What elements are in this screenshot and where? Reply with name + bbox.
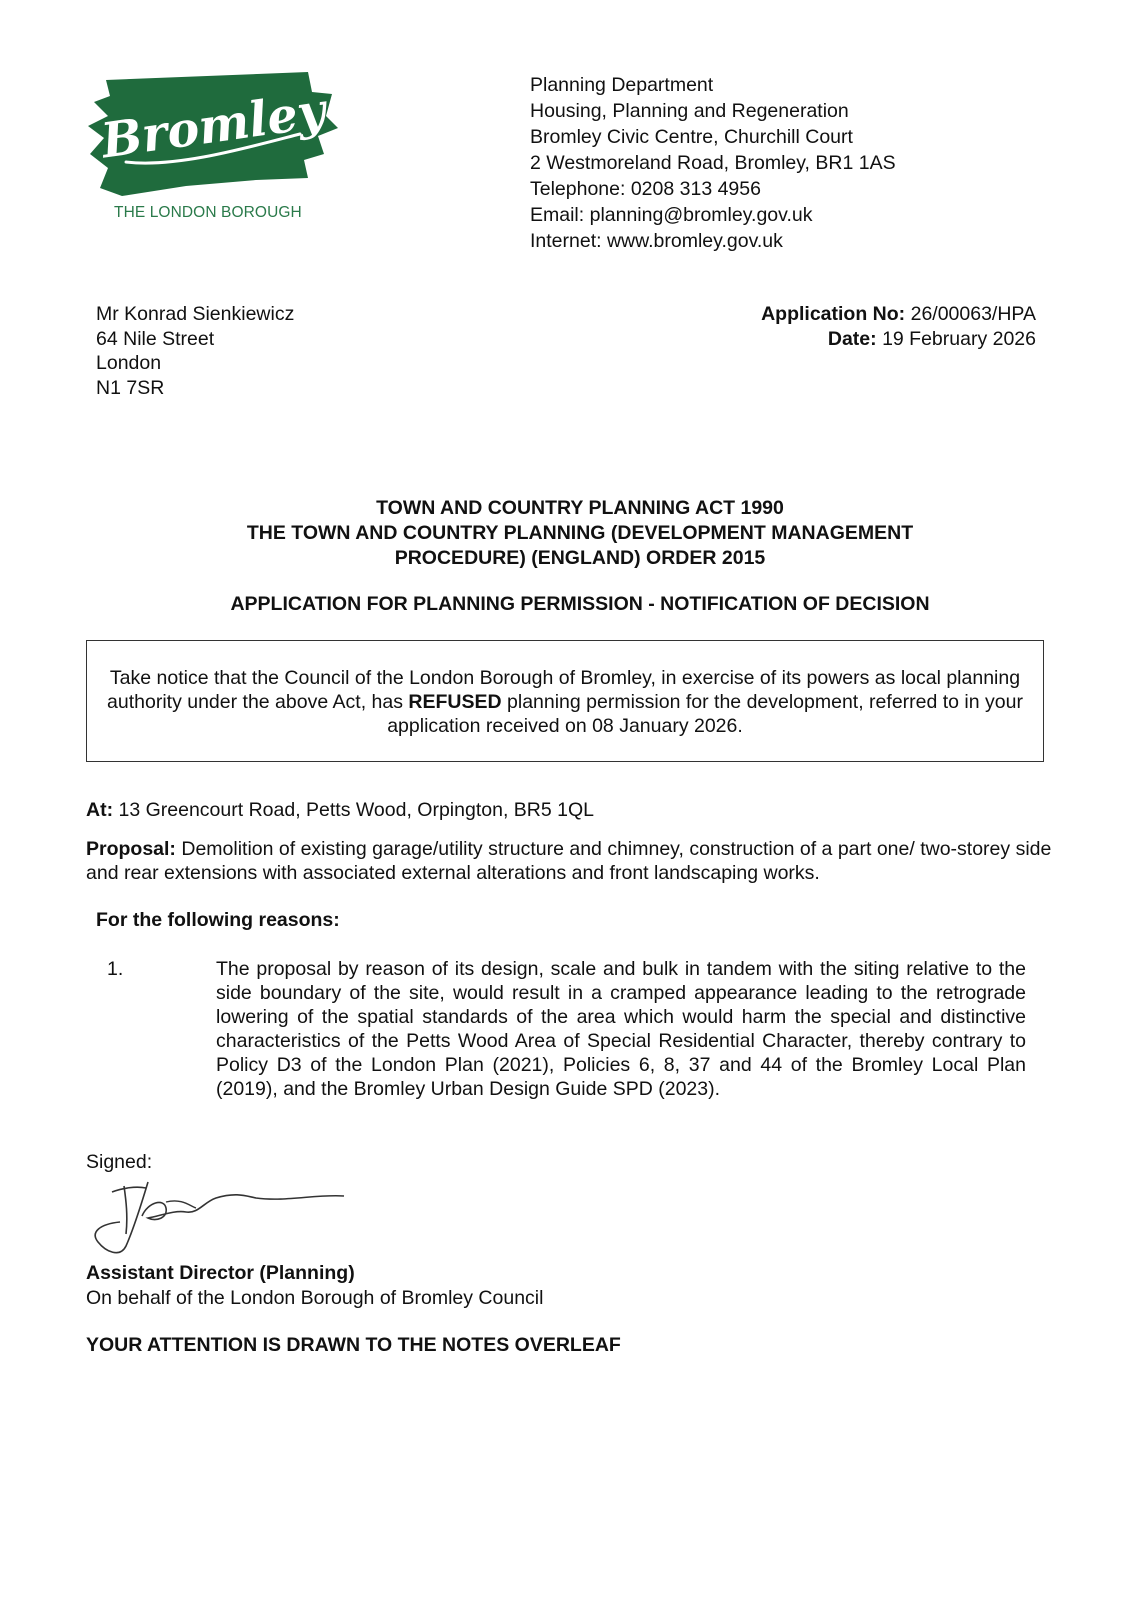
proposal-label: Proposal: bbox=[86, 838, 176, 860]
dept-line: 2 Westmoreland Road, Bromley, BR1 1AS bbox=[530, 152, 896, 174]
application-number-line bbox=[761, 302, 1036, 327]
logo-wordmark: Bromley bbox=[97, 82, 329, 170]
attention-note: YOUR ATTENTION IS DRAWN TO THE NOTES OVERLEAF bbox=[86, 1334, 621, 1356]
notice-text-after: planning permission for the development, referred to in your application received on 08 January 2026. bbox=[387, 691, 1023, 737]
proposal-value: Demolition of existing garage/utility structure and chimney, construction of a part one/ two-storey side and rear extensions with associated external alterations and front landscaping works. bbox=[86, 838, 1052, 884]
site-address-label: At: bbox=[86, 799, 114, 821]
application-date: 19 February 2026 bbox=[882, 327, 1036, 350]
act-headings bbox=[0, 496, 1132, 571]
proposal bbox=[86, 837, 1086, 885]
logo-subtitle: THE LONDON BOROUGH bbox=[114, 204, 302, 221]
department-address bbox=[530, 72, 896, 254]
recipient-city: London bbox=[96, 352, 162, 374]
application-number-label: Application No: bbox=[761, 303, 906, 325]
notice-box bbox=[86, 640, 1044, 762]
signature-icon bbox=[86, 1172, 366, 1262]
recipient-street: 64 Nile Street bbox=[96, 327, 215, 350]
application-date-line bbox=[761, 327, 1036, 352]
signer-on-behalf: On behalf of the London Borough of Bromley Council bbox=[86, 1287, 544, 1309]
signer-role: Assistant Director (Planning) bbox=[86, 1262, 355, 1284]
dept-email: Email: planning@bromley.gov.uk bbox=[530, 204, 813, 226]
signed-label: Signed: bbox=[86, 1151, 153, 1173]
logo-brush-icon bbox=[86, 70, 346, 205]
recipient-name: Mr Konrad Sienkiewicz bbox=[96, 303, 295, 325]
recipient-postcode: N1 7SR bbox=[96, 376, 165, 399]
application-date-label: Date: bbox=[827, 327, 877, 350]
act-heading-line: TOWN AND COUNTRY PLANNING ACT 1990 bbox=[376, 497, 784, 519]
reason-number: 1. bbox=[107, 958, 124, 980]
application-info bbox=[761, 302, 1036, 351]
site-address bbox=[86, 798, 594, 822]
decision-status: REFUSED bbox=[408, 691, 502, 713]
dept-internet: Internet: www.bromley.gov.uk bbox=[530, 230, 783, 252]
recipient-address bbox=[96, 302, 294, 400]
decision-title: APPLICATION FOR PLANNING PERMISSION - NOTIFICATION OF DECISION bbox=[230, 593, 930, 615]
site-address-value: 13 Greencourt Road, Petts Wood, Orpington, BR5 1QL bbox=[118, 799, 594, 821]
dept-line: Bromley Civic Centre, Churchill Court bbox=[530, 126, 853, 148]
notice-text-before: Take notice that the Council of the London Borough of Bromley, in exercise of its powers as local planning authority under the above Act, has bbox=[107, 667, 1021, 713]
bromley-logo bbox=[86, 70, 346, 230]
reason-text: The proposal by reason of its design, scale and bulk in tandem with the siting relative to the side boundary of the site, would result in a cramped appearance leading to the retrograde lowering of the spatial standards of the area which would harm the special and distinctive characteristics of the Petts Wood Area of Special Residential Character, thereby contrary to Policy D3 of the London Plan (2021), Policies 6, 8, 37 and 44 of the Bromley Local Plan (2019), and the Bromley Urban Design Guide SPD (2023). bbox=[216, 958, 1026, 1100]
dept-line: Housing, Planning and Regeneration bbox=[530, 100, 849, 122]
dept-line: Planning Department bbox=[530, 74, 714, 96]
dept-telephone: Telephone: 0208 313 4956 bbox=[530, 178, 761, 200]
act-heading-line: PROCEDURE) (ENGLAND) ORDER 2015 bbox=[394, 547, 766, 569]
application-number: 26/00063/HPA bbox=[910, 303, 1036, 325]
reasons-heading: For the following reasons: bbox=[96, 909, 340, 931]
act-heading-line: THE TOWN AND COUNTRY PLANNING (DEVELOPMENT MANAGEMENT bbox=[246, 522, 914, 544]
